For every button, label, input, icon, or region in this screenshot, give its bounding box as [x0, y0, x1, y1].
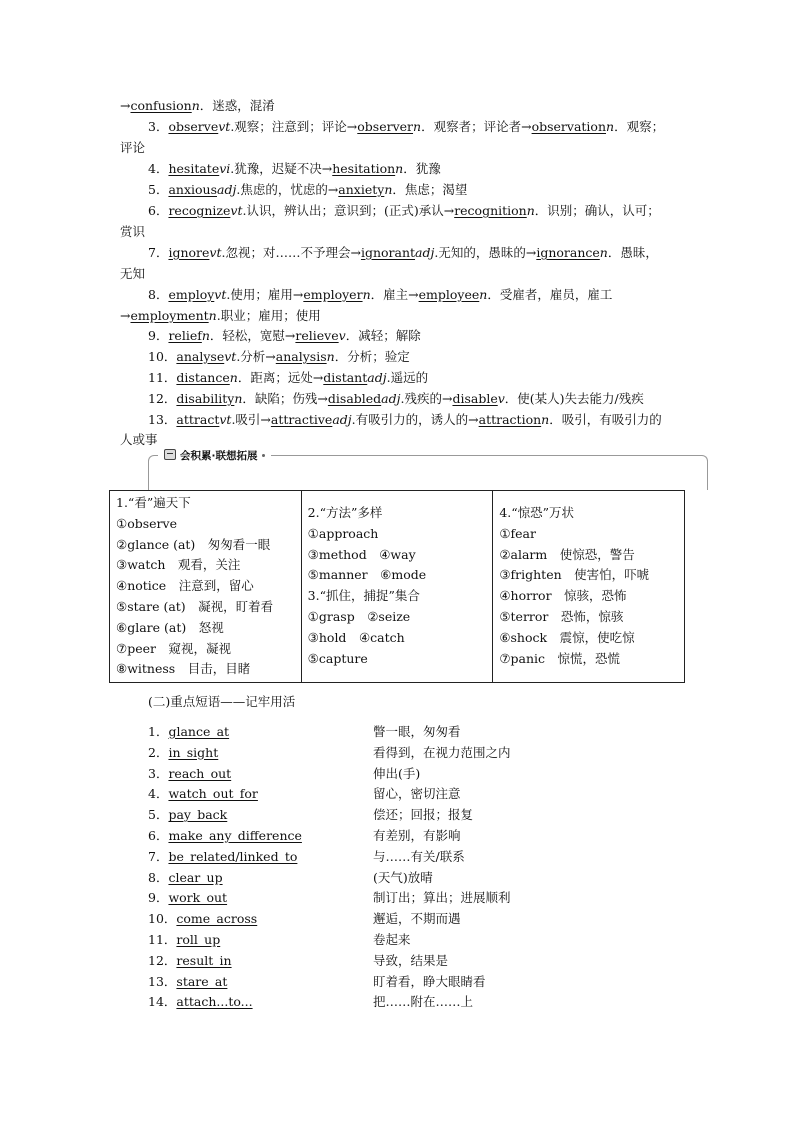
vocab-line — [120, 117, 698, 138]
vocab-word: ignore — [168, 245, 210, 260]
phrase-meaning: 瞥一眼，匆匆看 — [373, 724, 461, 739]
part-of-speech: adj — [367, 370, 387, 385]
phrase-text: work_out — [168, 890, 228, 906]
phrase-number: 8． — [148, 869, 169, 885]
vocab-text: ．减轻；解除 — [345, 328, 421, 343]
vocab-line — [120, 410, 698, 431]
vocab-text: 5． — [148, 182, 169, 197]
vocab-word: attractive — [270, 412, 333, 427]
vocab-text: ．愚昧， — [607, 245, 658, 260]
phrase-item — [148, 951, 232, 972]
vocab-text: .认识，辨认出；意识到；(正式)承认→ — [242, 203, 455, 218]
vocab-text: 赏识 — [120, 224, 146, 239]
phrase-item — [148, 847, 297, 868]
vocab-word: ignorance — [536, 245, 600, 260]
vocab-text: .遥远的 — [386, 370, 429, 385]
phrase-number: 6． — [148, 828, 169, 843]
phrase-number: 2． — [148, 744, 169, 760]
part-of-speech: vt — [218, 119, 231, 134]
vocab-text: 8． — [148, 287, 169, 302]
phrase-meaning: 看得到，在视力范围之内 — [373, 744, 511, 760]
phrase-number: 10． — [148, 911, 177, 927]
part-of-speech: n — [599, 245, 608, 260]
vocab-text: ．观察者；评论者→ — [421, 119, 532, 134]
part-of-speech: n — [526, 203, 535, 218]
vocab-line — [120, 326, 698, 347]
vocab-word: attract — [176, 412, 220, 427]
vocab-text: .焦虑的，忧虑的→ — [236, 182, 339, 197]
vocab-line — [120, 264, 698, 285]
vocab-text: .职业；雇用；使用 — [216, 308, 321, 323]
table-entry: ①observe — [116, 515, 177, 531]
phrase-item — [148, 930, 220, 951]
phrase-number: 7． — [148, 848, 169, 864]
table-entry: ④notice 注意到，留心 — [116, 578, 254, 594]
phrase-item — [148, 868, 223, 889]
phrase-item — [148, 805, 227, 826]
vocab-text: 7． — [148, 245, 169, 260]
part-of-speech: vt — [230, 203, 243, 218]
table-entry: ①grasp ②seize — [307, 608, 411, 624]
vocab-text: ．犹豫 — [403, 161, 441, 176]
vocab-line — [120, 306, 698, 327]
part-of-speech: vi — [219, 161, 231, 176]
vocab-word: disable — [452, 391, 498, 406]
phrase-text: in_sight — [168, 744, 219, 760]
vocab-word: ignorant — [360, 245, 416, 260]
table-column-method-grasp — [301, 491, 493, 683]
vocab-line — [120, 159, 698, 180]
vocab-word: employ — [168, 287, 215, 302]
phrase-item — [148, 764, 231, 785]
phrase-item — [148, 909, 257, 930]
table-group-heading: 4.“惊恐”万状 — [499, 505, 575, 520]
vocab-text: ．焦虑；渴望 — [392, 182, 468, 197]
phrase-text: stare_at — [176, 973, 228, 989]
vocab-word: disability — [176, 391, 235, 406]
vocab-word: relieve — [295, 328, 339, 343]
vocab-text: ．观察； — [614, 119, 665, 134]
vocab-word: distance — [176, 370, 230, 385]
phrase-item — [148, 743, 218, 764]
phrase-meaning: 有差别，有影响 — [373, 828, 461, 843]
vocab-word: employee — [418, 287, 480, 302]
vocab-text: 4． — [148, 161, 169, 176]
phrase-number: 12． — [148, 952, 177, 968]
vocab-text: .观察；注意到；评论→ — [230, 119, 358, 134]
vocab-word: hesitate — [168, 161, 220, 176]
part-of-speech: n — [395, 161, 404, 176]
table-entry: ⑥glare (at) 怒视 — [116, 619, 224, 635]
vocab-text: .无知的，愚昧的→ — [434, 245, 537, 260]
phrase-item — [148, 826, 302, 847]
part-of-speech: n — [541, 412, 550, 427]
part-of-speech: n — [201, 328, 210, 343]
part-of-speech: n — [606, 119, 615, 134]
part-of-speech: n — [362, 287, 371, 302]
vocab-text: .吸引→ — [231, 412, 271, 427]
section-hint-label — [158, 449, 271, 463]
phrase-item — [148, 784, 258, 805]
table-entry: ⑤terror 恐怖，惊骇 — [499, 608, 624, 624]
vocab-text: 评论 — [120, 140, 146, 155]
part-of-speech: adj — [415, 245, 435, 260]
vocab-text: .犹豫，迟疑不决→ — [230, 161, 333, 176]
vocab-text: 6． — [148, 203, 169, 218]
phrase-text: watch_out_for — [168, 786, 258, 802]
vocab-text: ．轻松，宽慰→ — [209, 328, 296, 343]
part-of-speech: vt — [219, 412, 232, 427]
part-of-speech: n — [208, 308, 217, 323]
vocab-text: ．雇主→ — [370, 287, 419, 302]
vocab-word: recognition — [454, 203, 527, 218]
phrase-number: 1． — [148, 724, 169, 739]
vocab-text: 12． — [148, 391, 177, 406]
part-of-speech: v — [338, 328, 346, 343]
phrase-text: clear_up — [168, 869, 223, 885]
phrase-meaning: 邂逅，不期而遇 — [373, 911, 461, 927]
vocab-text: ．使(某人)失去能力/残疾 — [504, 391, 644, 406]
vocab-word: observation — [531, 119, 607, 134]
table-column-look — [110, 491, 302, 683]
phrase-text: attach...to... — [176, 994, 253, 1010]
vocab-text: 11． — [148, 370, 177, 385]
vocab-line — [120, 96, 698, 117]
vocab-text: 10． — [148, 349, 177, 364]
hint-label-text: 会积累·联想拓展 — [180, 450, 258, 462]
phrase-number: 5． — [148, 807, 169, 823]
phrase-meaning: 把……附在……上 — [373, 994, 474, 1010]
phrase-item — [148, 722, 229, 743]
part-of-speech: n — [384, 182, 393, 197]
phrase-text: make_any_difference — [168, 828, 302, 843]
phrase-number: 14． — [148, 994, 177, 1010]
part-of-speech: n — [326, 349, 335, 364]
vocab-text: ．距离；远处→ — [237, 370, 324, 385]
vocab-word: anxious — [168, 182, 217, 197]
vocab-word: distant — [323, 370, 368, 385]
part-of-speech: n — [229, 370, 238, 385]
part-of-speech: v — [497, 391, 505, 406]
part-of-speech: adj — [332, 412, 352, 427]
table-entry: ③frighten 使害怕，吓唬 — [499, 567, 650, 583]
table-entry: ⑤stare (at) 凝视，盯着看 — [116, 598, 274, 614]
phrase-number: 4． — [148, 786, 169, 802]
phrase-number: 9． — [148, 890, 169, 906]
vocab-word: observe — [168, 119, 219, 134]
phrase-text: pay_back — [168, 807, 228, 823]
part-of-speech: n — [413, 119, 422, 134]
vocab-line — [120, 285, 698, 306]
phrase-item — [148, 992, 253, 1013]
vocab-text: 人或事 — [120, 432, 158, 447]
section-title: (二)重点短语——记牢用活 — [148, 694, 296, 709]
table-entry: ④horror 惊骇，恐怖 — [499, 588, 627, 604]
table-entry: 3.“抓住，捕捉”集合 — [307, 588, 420, 604]
vocab-text: ．缺陷；伤残→ — [242, 391, 328, 406]
part-of-speech: n — [479, 287, 488, 302]
phrase-meaning: 偿还；回报；报复 — [373, 807, 474, 823]
vocab-word: disabled — [327, 391, 382, 406]
vocab-word: attraction — [478, 412, 542, 427]
vocab-line — [120, 368, 698, 389]
phrase-meaning: 导致，结果是 — [373, 952, 449, 968]
vocab-text: .分析→ — [236, 349, 276, 364]
table-entry: ⑥shock 震惊，使吃惊 — [499, 629, 635, 645]
part-of-speech: n — [234, 391, 243, 406]
table-entry: ⑧witness 目击，目睹 — [116, 661, 251, 677]
synonym-table — [109, 490, 685, 683]
dot-icon — [262, 454, 265, 457]
table-entry: ②glance (at) 匆匆看一眼 — [116, 536, 271, 552]
vocab-text: 9． — [148, 328, 169, 343]
note-icon — [164, 449, 176, 460]
phrase-item — [148, 888, 227, 909]
vocab-text: .忽视；对……不予理会→ — [221, 245, 361, 260]
vocab-text: 13． — [148, 412, 177, 427]
vocab-word: hesitation — [332, 161, 396, 176]
part-of-speech: adj — [217, 182, 237, 197]
table-entry: ①fear — [499, 525, 536, 541]
vocab-line — [120, 201, 698, 222]
vocab-word: analyse — [176, 349, 225, 364]
phrase-text: roll_up — [176, 932, 221, 947]
vocab-word: confusion — [130, 98, 192, 113]
phrase-text: glance_at — [168, 724, 230, 739]
vocab-text: 3． — [148, 119, 169, 134]
phrase-meaning: 制订出；算出；进展顺利 — [373, 890, 511, 906]
table-entry: ③method ④way — [307, 546, 416, 562]
vocab-word: observer — [357, 119, 414, 134]
vocab-line — [120, 243, 698, 264]
phrase-number: 3． — [148, 765, 169, 781]
phrase-number: 13． — [148, 973, 177, 989]
table-entry: ③watch 观看，关注 — [116, 557, 241, 573]
table-group-heading: 1.“看”遍天下 — [116, 495, 191, 510]
vocab-line — [120, 347, 698, 368]
vocab-line — [120, 222, 698, 243]
vocab-word: recognize — [168, 203, 231, 218]
table-group-heading: ⑤manner ⑥mode — [307, 567, 427, 583]
vocab-text: ．分析；验定 — [334, 349, 410, 364]
vocab-text: → — [120, 308, 131, 323]
vocab-text: → — [120, 98, 131, 113]
vocab-word: employment — [130, 308, 209, 323]
table-entry: ⑦peer 窥视，凝视 — [116, 640, 231, 656]
phrase-text: come_across — [176, 911, 258, 927]
vocab-text: .使用；雇用→ — [226, 287, 304, 302]
part-of-speech: vt — [224, 349, 237, 364]
table-group-heading: 2.“方法”多样 — [307, 505, 383, 520]
phrase-item — [148, 972, 227, 993]
vocab-line — [120, 138, 698, 159]
phrase-meaning: 伸出(手) — [373, 765, 421, 781]
vocab-line — [120, 180, 698, 201]
table-entry: ②alarm 使惊恐，警告 — [499, 546, 635, 562]
table-column-fear — [493, 491, 685, 683]
vocab-text: .有吸引力的，诱人的→ — [351, 412, 479, 427]
vocab-word: anxiety — [338, 182, 385, 197]
phrase-meaning: (天气)放晴 — [373, 869, 433, 885]
phrase-text: result_in — [176, 952, 232, 968]
vocab-text: ．识别；确认，认可； — [534, 203, 660, 218]
vocab-word: relief — [168, 328, 202, 343]
vocab-word: analysis — [275, 349, 327, 364]
table-entry: ③hold ④catch — [307, 629, 405, 645]
phrase-text: reach_out — [168, 765, 232, 781]
section-divider — [148, 449, 708, 489]
vocab-word: employer — [303, 287, 363, 302]
part-of-speech: adj — [381, 391, 401, 406]
table-entry: ⑤capture — [307, 650, 368, 666]
vocab-text: 无知 — [120, 266, 146, 281]
vocab-text: ．迷惑，混淆 — [199, 98, 275, 113]
phrase-text: be_related/linked_to — [168, 848, 298, 864]
part-of-speech: vt — [209, 245, 222, 260]
vocab-text: ．受雇者，雇员，雇工 — [487, 287, 613, 302]
table-entry: ⑦panic 惊慌，恐慌 — [499, 650, 621, 666]
phrase-meaning: 与……有关/联系 — [373, 848, 465, 864]
vocab-line — [120, 430, 698, 451]
table-entry: ①approach — [307, 525, 379, 541]
part-of-speech: n — [191, 98, 200, 113]
vocab-line — [120, 389, 698, 410]
phrase-meaning: 盯着看，睁大眼睛看 — [373, 973, 486, 989]
phrase-meaning: 留心，密切注意 — [373, 786, 461, 802]
vocab-text: ．吸引，有吸引力的 — [549, 412, 662, 427]
vocab-text: .残疾的→ — [400, 391, 453, 406]
part-of-speech: vt — [214, 287, 227, 302]
phrase-meaning: 卷起来 — [373, 932, 411, 947]
phrase-number: 11． — [148, 932, 177, 947]
